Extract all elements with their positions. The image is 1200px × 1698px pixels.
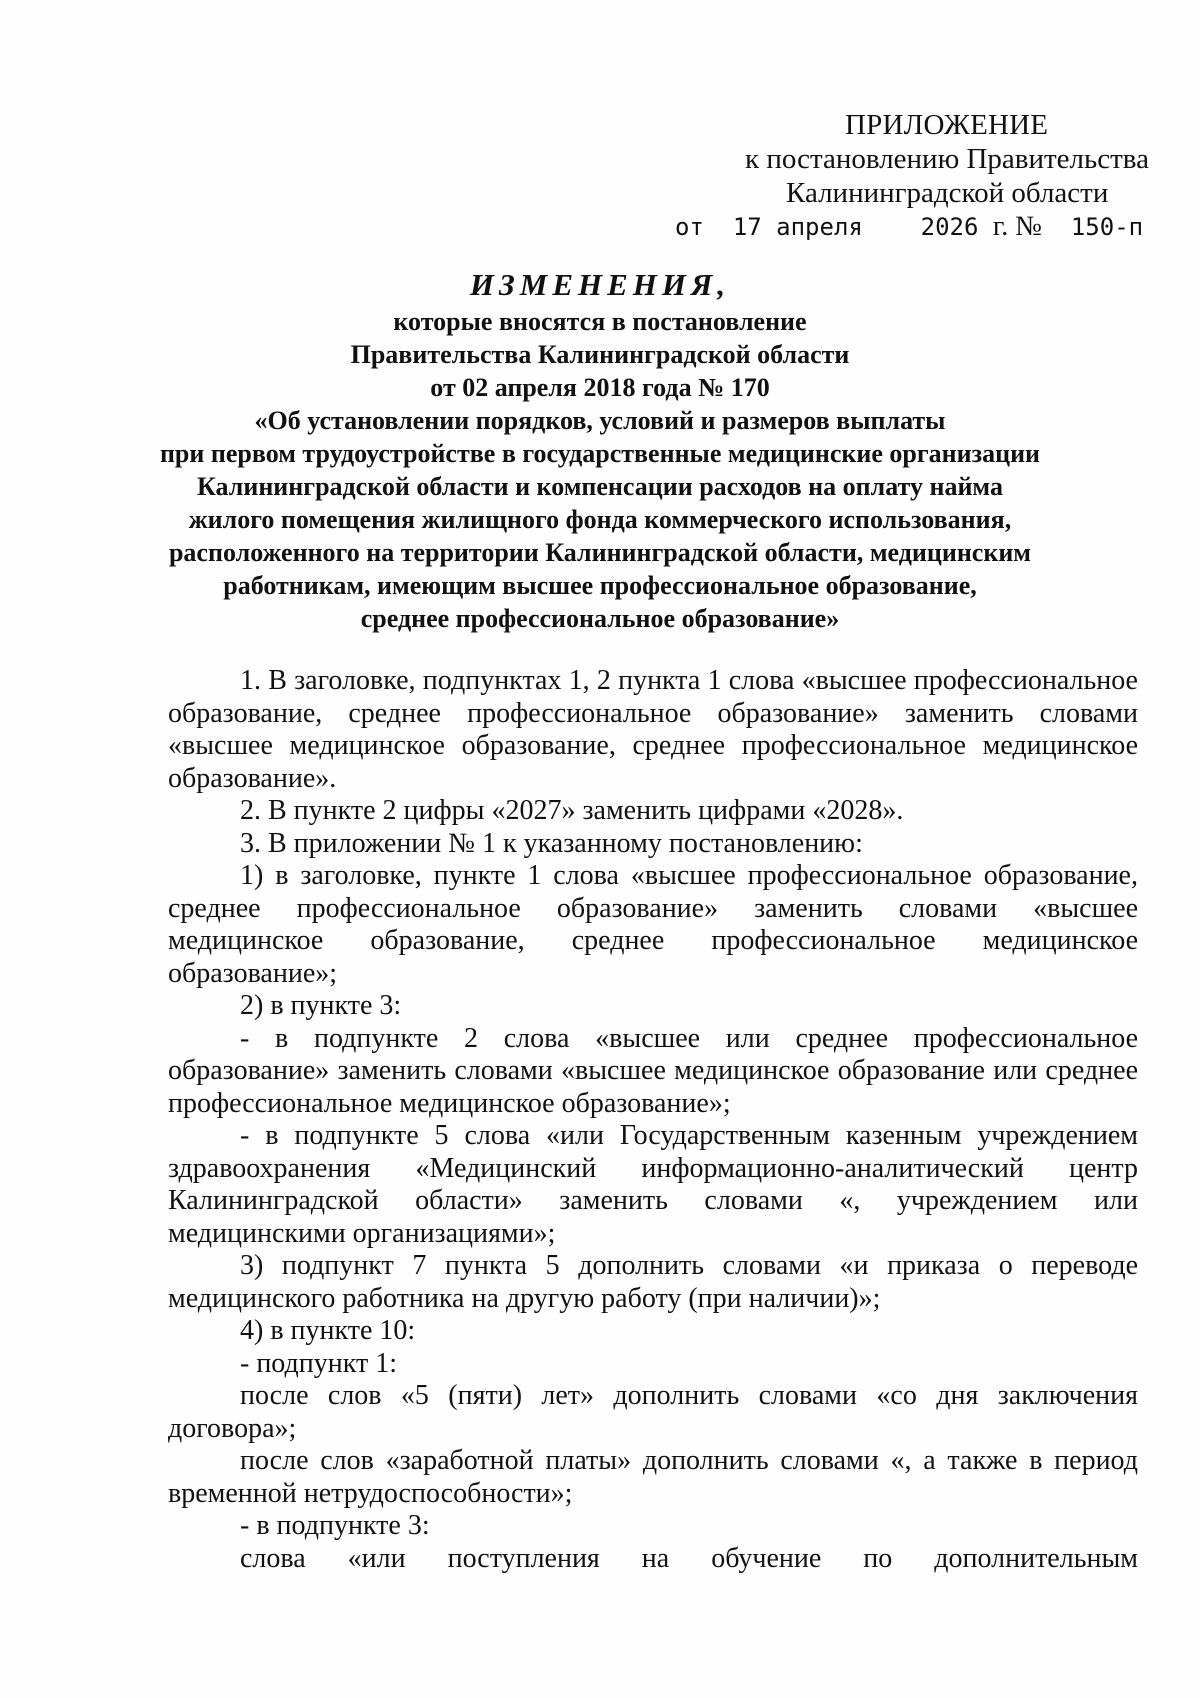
appendix-header bbox=[675, 108, 1150, 244]
body-paragraph: 2. В пункте 2 цифры «2027» заменить цифрами «2028». bbox=[240, 795, 904, 826]
heading-line: от 02 апреля 2018 года № 170 bbox=[430, 373, 770, 402]
body-paragraph: 3) подпункт 7 пункта 5 дополнить словами «и приказа о переводе медицинского работника на другую работу (при наличии)»; bbox=[168, 1250, 1138, 1314]
heading-line: жилого помещения жилищного фонда коммерческого использования, bbox=[188, 505, 1012, 534]
body-paragraph: - подпункт 1: bbox=[240, 1347, 397, 1379]
body-paragraph: - в подпункте 3: bbox=[240, 1510, 430, 1541]
heading-line: Калининградской области и компенсации расходов на оплату найма bbox=[197, 472, 1003, 501]
body-paragraph: 3. В приложении № 1 к указанному постановлению: bbox=[240, 827, 863, 859]
document-body bbox=[168, 665, 1138, 1575]
body-paragraph: 2) в пункте 3: bbox=[240, 990, 402, 1021]
heading-line: при первом трудоустройстве в государственные медицинские организации bbox=[159, 439, 1041, 468]
heading-line: среднее профессиональное образование» bbox=[360, 604, 840, 633]
heading-line: которые вносятся в постановление bbox=[393, 307, 807, 336]
date-prefix: от bbox=[675, 213, 704, 241]
heading-title: ИЗМЕНЕНИЯ, bbox=[469, 267, 731, 302]
resolution-year: 2026 bbox=[920, 213, 979, 241]
appendix-date-line bbox=[675, 210, 1150, 244]
body-paragraph: 4) в пункте 10: bbox=[240, 1315, 416, 1346]
body-paragraph: слова «или поступления на обучение по дополнительным bbox=[240, 1542, 1138, 1574]
heading-line: расположенного на территории Калининградской области, медицинским bbox=[168, 538, 1032, 567]
year-suffix: г. № bbox=[992, 211, 1042, 242]
body-paragraph: - в подпункте 2 слова «высшее или среднее профессиональное образование» заменить словами «высшее медицинское образование или среднее профессиональное медицинское образование»; bbox=[168, 1022, 1138, 1119]
appendix-resolution-line: к постановлению Правительства bbox=[745, 143, 1149, 175]
appendix-title: ПРИЛОЖЕНИЕ bbox=[845, 109, 1049, 141]
resolution-number: 150-п bbox=[1070, 213, 1144, 241]
body-paragraph: - в подпункте 5 слова «или Государственным казенным учреждением здравоохранения «Медицинский информационно-аналитический центр Калининградской области» заменить словами «, учреждением или медицинскими организациями»; bbox=[168, 1120, 1138, 1249]
body-paragraph: после слов «5 (пяти) лет» дополнить словами «со дня заключения договора»; bbox=[168, 1380, 1138, 1444]
resolution-date: 17 апреля bbox=[732, 213, 863, 241]
heading-line: работникам, имеющим высшее профессиональное образование, bbox=[223, 571, 977, 600]
heading-line: «Об установлении порядков, условий и размеров выплаты bbox=[254, 406, 946, 435]
heading-line: Правительства Калининградской области bbox=[350, 340, 850, 369]
body-paragraph: после слов «заработной платы» дополнить словами «, а также в период временной нетрудоспособности»; bbox=[168, 1445, 1138, 1509]
appendix-region-line: Калининградской области bbox=[786, 177, 1109, 209]
body-paragraph: 1. В заголовке, подпунктах 1, 2 пункта 1 слова «высшее профессиональное образование, среднее профессиональное образование» заменить словами «высшее медицинское образование, среднее профессиональное медицинское образование». bbox=[168, 665, 1138, 794]
body-paragraph: 1) в заголовке, пункте 1 слова «высшее профессиональное образование, среднее профессиональное образование» заменить словами «высшее медицинское образование, среднее профессиональное медицинское образование»; bbox=[168, 860, 1138, 989]
document-heading bbox=[150, 268, 1050, 635]
